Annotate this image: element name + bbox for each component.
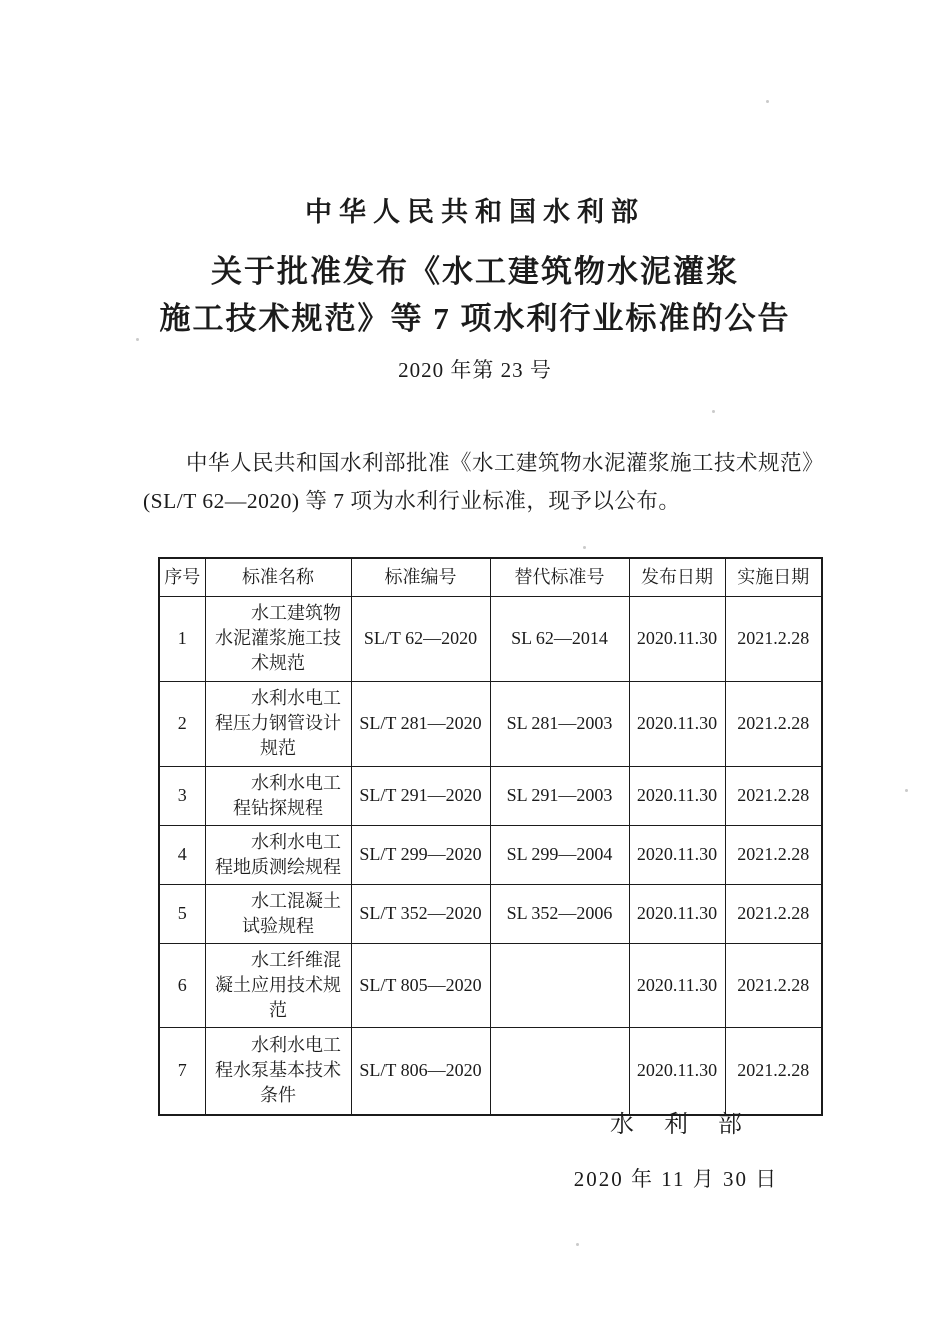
- table-row: [159, 596, 822, 681]
- col-header-code: 标准编号: [351, 558, 490, 596]
- cell-name: 水利水电工程钻探规程: [205, 766, 351, 825]
- cell-code: SL/T 62—2020: [351, 596, 490, 681]
- cell-implement: 2021.2.28: [725, 943, 822, 1027]
- announcement-title: [0, 248, 950, 342]
- table-header-row: [159, 558, 822, 596]
- cell-name: 水利水电工程压力钢管设计规范: [205, 681, 351, 766]
- cell-no: 2: [159, 681, 205, 766]
- cell-code: SL/T 805—2020: [351, 943, 490, 1027]
- body-paragraph: 中华人民共和国水利部批准《水工建筑物水泥灌浆施工技术规范》(SL/T 62—2020) 等 7 项为水利行业标准，现予以公布。: [143, 451, 825, 513]
- col-header-implement: 实施日期: [725, 558, 822, 596]
- table-row: [159, 766, 822, 825]
- cell-publish: 2020.11.30: [629, 884, 725, 943]
- cell-replaces: SL 299—2004: [490, 825, 629, 884]
- col-header-publish: 发布日期: [629, 558, 725, 596]
- signature-org: 水 利 部: [610, 1112, 754, 1138]
- col-header-name: 标准名称: [205, 558, 351, 596]
- col-header-replaces: 替代标准号: [490, 558, 629, 596]
- cell-name: 水工纤维混凝土应用技术规范: [205, 943, 351, 1027]
- cell-replaces: SL 281—2003: [490, 681, 629, 766]
- scan-speck: [905, 789, 908, 792]
- cell-name: 水利水电工程地质测绘规程: [205, 825, 351, 884]
- scan-speck: [766, 100, 769, 103]
- cell-replaces: SL 352—2006: [490, 884, 629, 943]
- cell-no: 7: [159, 1027, 205, 1115]
- cell-replaces: SL 62—2014: [490, 596, 629, 681]
- announcement-title-line1: 关于批准发布《水工建筑物水泥灌浆: [211, 254, 739, 289]
- cell-code: SL/T 806—2020: [351, 1027, 490, 1115]
- announcement-title-line2: 施工技术规范》等 7 项水利行业标准的公告: [159, 301, 791, 336]
- cell-code: SL/T 291—2020: [351, 766, 490, 825]
- cell-name: 水工混凝土试验规程: [205, 884, 351, 943]
- cell-no: 1: [159, 596, 205, 681]
- cell-code: SL/T 299—2020: [351, 825, 490, 884]
- cell-code: SL/T 352—2020: [351, 884, 490, 943]
- cell-publish: 2020.11.30: [629, 681, 725, 766]
- cell-publish: 2020.11.30: [629, 943, 725, 1027]
- scan-speck: [583, 546, 586, 549]
- cell-no: 6: [159, 943, 205, 1027]
- cell-replaces: [490, 943, 629, 1027]
- signature-date: 2020 年 11 月 30 日: [573, 1167, 779, 1191]
- cell-no: 4: [159, 825, 205, 884]
- doc-number: 2020 年第 23 号: [398, 358, 552, 382]
- cell-name: 水工建筑物水泥灌浆施工技术规范: [205, 596, 351, 681]
- cell-no: 5: [159, 884, 205, 943]
- table-row: [159, 884, 822, 943]
- cell-publish: 2020.11.30: [629, 1027, 725, 1115]
- cell-implement: 2021.2.28: [725, 884, 822, 943]
- scan-speck: [712, 410, 715, 413]
- cell-replaces: SL 291—2003: [490, 766, 629, 825]
- cell-implement: 2021.2.28: [725, 681, 822, 766]
- table-row: [159, 825, 822, 884]
- cell-publish: 2020.11.30: [629, 825, 725, 884]
- table-row: [159, 681, 822, 766]
- cell-implement: 2021.2.28: [725, 825, 822, 884]
- cell-no: 3: [159, 766, 205, 825]
- cell-publish: 2020.11.30: [629, 766, 725, 825]
- col-header-no: 序号: [159, 558, 205, 596]
- scan-speck: [576, 1243, 579, 1246]
- table-row: [159, 1027, 822, 1115]
- cell-name: 水利水电工程水泵基本技术条件: [205, 1027, 351, 1115]
- scan-speck: [136, 338, 139, 341]
- cell-implement: 2021.2.28: [725, 766, 822, 825]
- org-title: 中华人民共和国水利部: [305, 197, 645, 227]
- table-row: [159, 943, 822, 1027]
- standards-table: [158, 557, 823, 1116]
- cell-replaces: [490, 1027, 629, 1115]
- cell-publish: 2020.11.30: [629, 596, 725, 681]
- signature-block: [520, 1104, 832, 1193]
- cell-implement: 2021.2.28: [725, 1027, 822, 1115]
- cell-implement: 2021.2.28: [725, 596, 822, 681]
- cell-code: SL/T 281—2020: [351, 681, 490, 766]
